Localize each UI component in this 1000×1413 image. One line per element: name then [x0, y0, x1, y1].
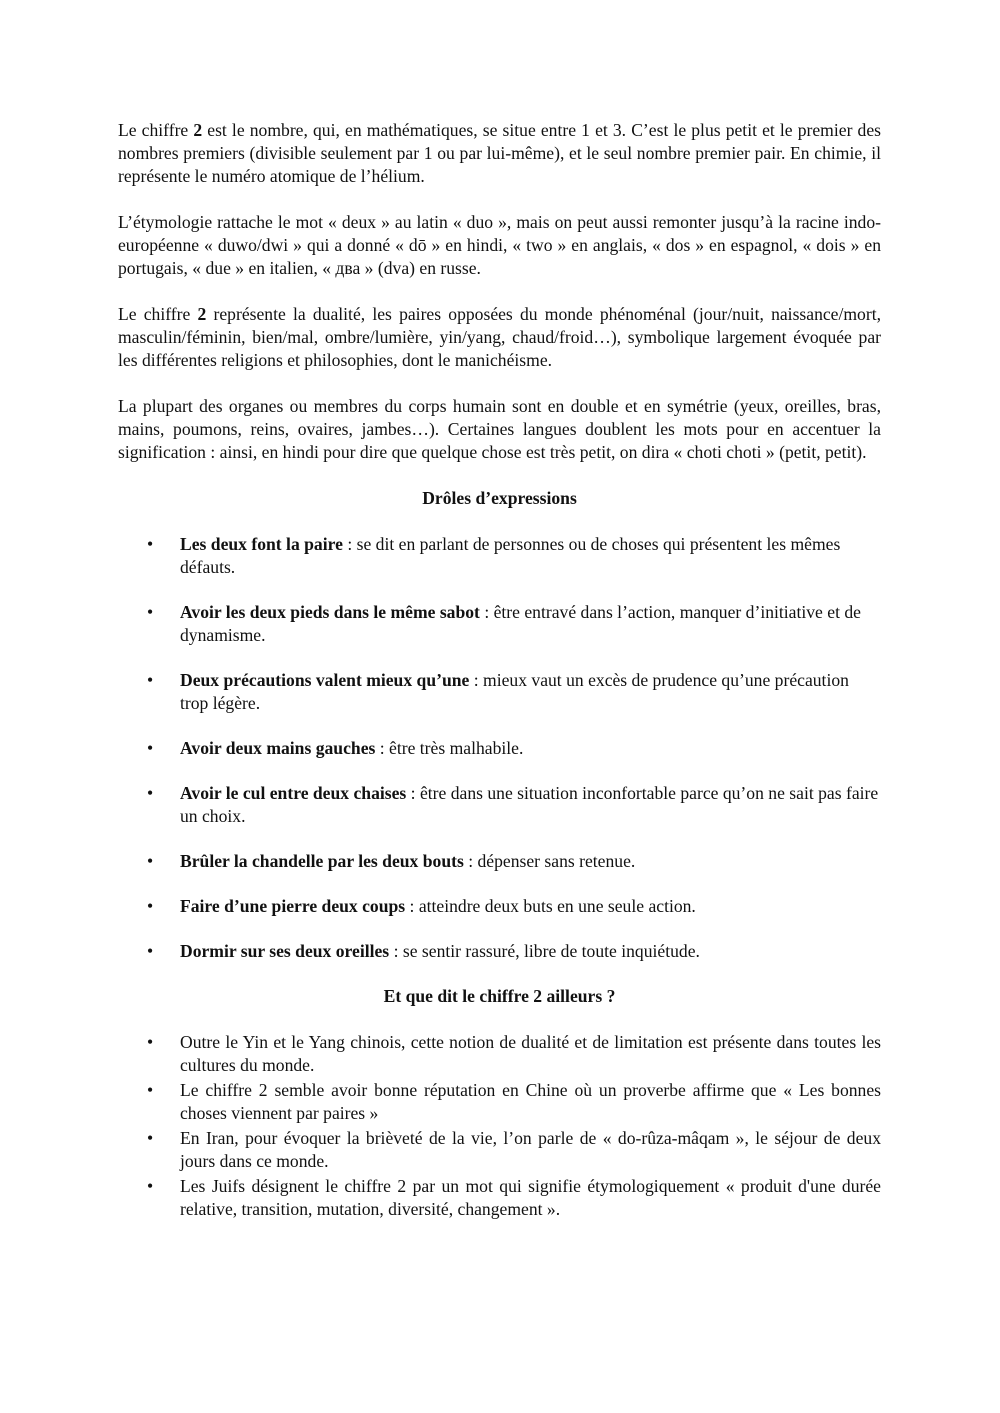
expression-term: Faire d’une pierre deux coups	[180, 896, 406, 916]
expression-definition: : être entravé dans l’action, manquer d’initiative et de dynamisme.	[180, 602, 861, 645]
paragraph-text: Le chiffre	[118, 120, 194, 140]
bullet-icon: •	[147, 602, 154, 622]
expression-definition: : se dit en parlant de personnes ou de choses qui présentent les mêmes défauts.	[180, 534, 841, 577]
bullet-icon: •	[147, 1032, 154, 1052]
section-heading-elsewhere: Et que dit le chiffre 2 ailleurs ?	[383, 986, 616, 1006]
list-item-text: Le chiffre 2 semble avoir bonne réputation en Chine où un proverbe affirme que « Les bonnes choses viennent par paires »	[180, 1080, 881, 1123]
section-heading-expressions: Drôles d’expressions	[422, 488, 577, 508]
paragraph-text: La plupart des organes ou membres du corps humain sont en double et en symétrie (yeux, oreilles, bras, mains, poumons, reins, ovaires, jambes…). Certaines langues doublent les mots pour en accentuer la signification : ainsi, en hindi pour dire que quelque chose est très petit, on dira « choti choti » (petit, petit).	[118, 396, 881, 462]
paragraph-etymology	[118, 211, 881, 280]
elsewhere-list	[118, 1031, 881, 1221]
list-item	[118, 1079, 881, 1125]
bullet-icon: •	[147, 1080, 154, 1100]
bullet-icon: •	[147, 896, 154, 916]
expression-definition: : se sentir rassuré, libre de toute inquiétude.	[389, 941, 700, 961]
paragraph-duality	[118, 303, 881, 372]
expression-definition: : être très malhabile.	[375, 738, 524, 758]
paragraph-text: Le chiffre	[118, 304, 198, 324]
bullet-icon: •	[147, 851, 154, 871]
list-item	[118, 737, 881, 760]
list-item	[118, 1175, 881, 1221]
expression-definition: : être dans une situation inconfortable parce qu’on ne sait pas faire un choix.	[180, 783, 879, 826]
bullet-icon: •	[147, 738, 154, 758]
expression-definition: : atteindre deux buts en une seule action.	[405, 896, 696, 916]
list-item	[118, 601, 881, 647]
bullet-icon: •	[147, 941, 154, 961]
list-item-text: Les Juifs désignent le chiffre 2 par un mot qui signifie étymologiquement « produit d'une durée relative, transition, mutation, diversité, changement ».	[180, 1176, 881, 1219]
list-item	[118, 669, 881, 715]
list-item	[118, 940, 881, 963]
paragraph-text: est le nombre, qui, en mathématiques, se situe entre 1 et 3. C’est le plus petit et le premier des nombres premiers (divisible seulement par 1 ou par lui-même), et le seul nombre premier pair. En chimie, il représente le numéro atomique de l’hélium.	[118, 120, 881, 186]
expressions-list	[118, 533, 881, 963]
paragraph-definition	[118, 119, 881, 188]
bold-number: 2	[193, 120, 203, 140]
expression-term: Avoir les deux pieds dans le même sabot	[180, 602, 480, 622]
paragraph-text: représente la dualité, les paires opposées du monde phénoménal (jour/nuit, naissance/mort, masculin/féminin, bien/mal, ombre/lumière, yin/yang, chaud/froid…), symbolique largement évoquée par les différentes religions et philosophies, dont le manichéisme.	[118, 304, 881, 370]
list-item	[118, 1127, 881, 1173]
bullet-icon: •	[147, 1128, 154, 1148]
list-item	[118, 1031, 881, 1077]
list-item	[118, 850, 881, 873]
expression-term: Les deux font la paire	[180, 534, 343, 554]
expression-term: Avoir deux mains gauches	[180, 738, 376, 758]
expression-term: Deux précautions valent mieux qu’une	[180, 670, 470, 690]
expression-term: Avoir le cul entre deux chaises	[180, 783, 407, 803]
list-item-text: En Iran, pour évoquer la brièveté de la vie, l’on parle de « do-rûza-mâqam », le séjour de deux jours dans ce monde.	[180, 1128, 881, 1171]
list-item-text: Outre le Yin et le Yang chinois, cette notion de dualité et de limitation est présente dans toutes les cultures du monde.	[180, 1032, 881, 1075]
paragraph-text: L’étymologie rattache le mot « deux » au latin « duo », mais on peut aussi remonter jusqu’à la racine indo-européenne « duwo/dwi » qui a donné « dō » en hindi, « two » en anglais, « dos » en espagnol, « dois » en portugais, « due » en italien, « два » (dva) en russe.	[118, 212, 881, 278]
bullet-icon: •	[147, 670, 154, 690]
bullet-icon: •	[147, 783, 154, 803]
expression-term: Dormir sur ses deux oreilles	[180, 941, 390, 961]
bold-number: 2	[197, 304, 207, 324]
expression-definition: : mieux vaut un excès de prudence qu’une précaution trop légère.	[180, 670, 849, 713]
list-item	[118, 533, 881, 579]
document-page	[118, 119, 881, 1223]
paragraph-body	[118, 395, 881, 464]
list-item	[118, 782, 881, 828]
expression-definition: : dépenser sans retenue.	[463, 851, 636, 871]
bullet-icon: •	[147, 534, 154, 554]
expression-term: Brûler la chandelle par les deux bouts	[180, 851, 464, 871]
bullet-icon: •	[147, 1176, 154, 1196]
list-item	[118, 895, 881, 918]
